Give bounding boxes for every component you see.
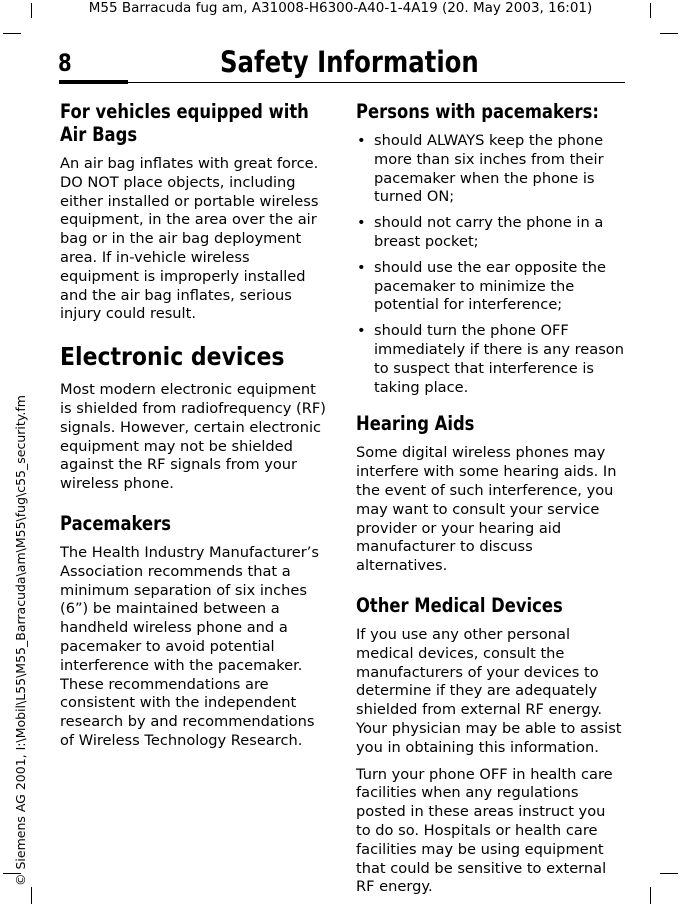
bullet: • bbox=[357, 132, 366, 149]
list-item: • should use the ear opposite the pacemaker to minimize the potential for interference; bbox=[357, 258, 606, 314]
crop-mark bbox=[650, 887, 651, 904]
bullet: • bbox=[357, 214, 366, 232]
crop-mark bbox=[660, 873, 678, 874]
crop-mark bbox=[3, 33, 21, 34]
health-facilities-text: Turn your phone OFF in health care facilities when any regulations posted in these areas instruct you to do so. Hospitals or health care facilities may be using equipment that could be sensitive to external RF energy. bbox=[356, 765, 613, 896]
airbags-text: An air bag inflates with great force. DO NOT place objects, including either installed or portable wireless equipment, in the area over the air bag or in the air bag deployment area. If in-vehicle wireless equipment is improperly installed and the air bag inflates, serious injury could result. bbox=[60, 155, 319, 323]
persons-heading: Persons with pacemakers: bbox=[356, 100, 599, 123]
header-rule bbox=[128, 82, 625, 83]
pacemakers-heading: Pacemakers bbox=[60, 511, 171, 535]
electronic-text: Most modern electronic equipment is shielded from radiofrequency (RF) signals. However, certain electronic equipment may not be shielded against the RF signals from your wireless phone. bbox=[60, 381, 326, 493]
other-devices-text: If you use any other personal medical devices, consult the manufacturers of your devices to determine if they are adequately shielded from external RF energy. Your physician may be able to assist you in obtaining this information. bbox=[356, 625, 622, 756]
pacemaker-bullet-list bbox=[356, 132, 624, 397]
right-column bbox=[356, 100, 624, 897]
electronic-heading: Electronic devices bbox=[60, 342, 285, 372]
bullet: • bbox=[357, 258, 366, 276]
pacemakers-text: The Health Industry Manufacturer’s Association recommends that a minimum separation of six inches (6”) be maintained between a handheld wireless phone and a pacemaker to avoid potential interference with the pacemaker. These recommendations are consistent with the independent research by and recommendations of Wireless Technology Research. bbox=[60, 543, 320, 749]
page-title: Safety Information bbox=[220, 45, 479, 79]
other-devices-heading: Other Medical Devices bbox=[356, 593, 563, 617]
list-item: • should not carry the phone in a breast pocket; bbox=[357, 214, 604, 250]
list-item: • should turn the phone OFF immediately if there is any reason to suspect that interference is taking place. bbox=[357, 322, 624, 396]
page-number: 8 bbox=[58, 49, 72, 77]
left-column bbox=[60, 100, 327, 751]
file-info-line: M55 Barracuda fug am, A31008-H6300-A40-1-4A19 (20. May 2003, 16:01) bbox=[88, 0, 593, 16]
list-item: • should ALWAYS keep the phone more than six inches from their pacemaker when the phone is turned ON; bbox=[357, 132, 604, 206]
header-rule-accent bbox=[59, 80, 128, 84]
copyright-path: © Siemens AG 2001, I:\Mobil\L55\M55_Barracuda\am\M55\fug\c55_security.fm bbox=[13, 395, 28, 886]
hearing-heading: Hearing Aids bbox=[356, 412, 475, 436]
crop-mark bbox=[660, 33, 678, 34]
hearing-text: Some digital wireless phones may interfere with some hearing aids. In the event of such interference, you may want to consult your service provider or your hearing aid manufacturer to discuss alternatives. bbox=[356, 444, 617, 575]
crop-mark bbox=[31, 887, 32, 904]
bullet: • bbox=[357, 322, 366, 340]
airbags-heading: For vehicles equipped with Air Bags bbox=[60, 100, 309, 146]
